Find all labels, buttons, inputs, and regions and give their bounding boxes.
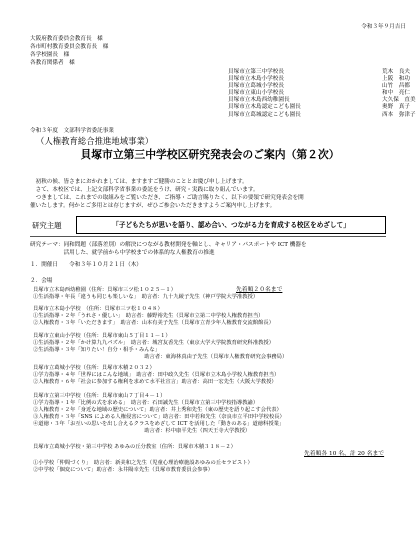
- sender-org: 貝塚市立葛城認定こども園長: [228, 111, 301, 118]
- sender-list: [228, 69, 416, 119]
- sender-name: 上阪 和功: [382, 76, 410, 83]
- body-line: 催いたします。何かとご多用とは存じますが、ぜひご参会いただきますようご案内申し上げます。: [30, 203, 276, 209]
- schedule-date: １．開催日 令和３年１０月２１日（木）: [30, 262, 142, 268]
- venue-line: ②生活指導・３年「知りたい！自分・相手・みんな」: [33, 347, 161, 354]
- venue-line: ④道徳・３年「お互いの思いを出し合えるクラスをめざして ICT を活用した「動きのある」道徳科授業」: [33, 421, 285, 428]
- venue-line: ①小学校「仲間づくり」 助言者：新美和之先生（児童心理治療施設あゆみの丘セラピスト）: [33, 460, 253, 466]
- theme-label: 研究主題: [32, 221, 62, 230]
- research-line: 活用した、就学前から中学校までの体系的な人権教育の推進: [30, 250, 215, 256]
- sender-role: [350, 83, 382, 90]
- sender-name: 山竹 昌都: [382, 83, 410, 90]
- sender-org: 貝塚市立第三中学校長: [228, 69, 284, 75]
- venue-line: ①学力指導・４年「世界にはこんな地域」 助言者：田中政久先生（貝塚市立木島小学校人権教育担当）: [33, 372, 280, 379]
- venue-line: ②人権教育・６年「社会に参加する権利を求めて水平社宣言」助言者：高田一宏先生（大阪大学教授）: [33, 379, 277, 386]
- venue-heading: ２．会場: [30, 278, 53, 284]
- sender-name: 西本 弥津子: [382, 111, 416, 118]
- sender-role: [350, 90, 382, 97]
- sender-role: [350, 112, 382, 119]
- venue-line: 貝塚市立葛城小学校・第三中学校 あゆみの丘分教室（住所：貝塚市木積３１８－２）: [33, 444, 236, 450]
- sender-name: 和中 亮仁: [382, 90, 410, 97]
- venue-block: [33, 393, 285, 436]
- venue-line: ①学力指導・１年「比例の式を求める」 助言者：石田誠先生（貝塚市立第三中学校指導教諭）: [33, 400, 259, 407]
- document-title: 貝塚市立第三中学校区研究発表会のご案内（第２次）: [80, 148, 340, 161]
- sender-org: 貝塚市立木島小学校長: [228, 76, 284, 83]
- venue-line: 貝塚市立第三中学校（住所：貝塚市東山７丁目４－１）: [33, 393, 166, 399]
- venue-line: 貝塚市立葛城小学校（住所：貝塚市木積２０３２）: [33, 365, 155, 371]
- venue-block: [33, 306, 274, 327]
- document-date: 令和３年９月吉日: [361, 24, 406, 30]
- sender-org: 貝塚市立葛城小学校長: [228, 83, 284, 90]
- venue-block: [33, 287, 258, 301]
- sender-role: [350, 76, 382, 83]
- venue-line: ②人権教育・３年「いただきます」 助言者：山本有美子先生（貝塚市立青少年人権教育交流館館長）: [33, 320, 275, 327]
- venue-block: [33, 333, 287, 361]
- venue-block: [33, 365, 279, 386]
- sender-role: [350, 69, 382, 76]
- project-subtitle: （人権教育総合推進地域事業）: [36, 136, 154, 146]
- sender-row: [228, 104, 416, 111]
- venue-line: ①生活指導・２年「うれさ・優しい」 助言者：藤野裕先生（貝塚市立第二中学校人権教育担当）: [33, 313, 264, 320]
- body-line: 初秋の候、皆さまにおかれましては、ますますご健勝のこととお慶び申し上げます。: [30, 179, 248, 185]
- sender-org: 貝塚市立木島認定こども園長: [228, 104, 301, 111]
- sender-name: 大久保 直美: [382, 97, 416, 104]
- sender-org: 貝塚市立木島西幼稚園長: [228, 97, 290, 104]
- venue-line: ②中学校「個変について」助言者：永井陽幸先生（貝塚市教育委員会参事）: [33, 467, 213, 474]
- theme-box: 「子どもたちが思いを語り、認め合い、つながる力を育成する校区をめざして」: [76, 216, 386, 234]
- venue-block: [33, 460, 253, 474]
- venue-line: ①生活指導・年長「違うも同じも楽しいな」 助言者：九十九綾子先生（神戸学院大学准教授）: [33, 294, 259, 301]
- addressee: 各学校園長 様: [30, 52, 70, 58]
- research-theme: [30, 241, 400, 257]
- addressee: 各市町村教育委員会教育長 様: [30, 44, 109, 50]
- divider: [30, 236, 386, 237]
- sender-name: 荒木 良夫: [382, 69, 410, 75]
- venue-line: ③人権教育・３年「SNS によめる人権侵害について」助言者：田中若和先生（奈良市立平田中学校校長）: [33, 414, 285, 421]
- venue-line: ②人権教育・２年「身近な地域の歴史について」助言者：井上秀和先生（東の歴史を語り起こす会代表）: [33, 407, 282, 414]
- body-line: つきましては、これまでの取組みをご覧いただき、ご指導・ご助言賜りたく、以下の要領で研究発表会を開: [30, 195, 304, 201]
- sender-role: [350, 97, 382, 104]
- venue-line: 貝塚市立木島小学校 （住所：貝塚市三ツ松１０４８）: [33, 306, 163, 312]
- addressee: 各教育関係者 様: [30, 60, 75, 66]
- sender-row: [228, 112, 416, 119]
- venue-line: 助言者：杉中康平先生（四天王寺大学教授）: [33, 428, 251, 435]
- sender-name: 奥野 真子: [382, 104, 410, 111]
- venue-line: ①生活指導・２年「かけ算九九パズル」 助言者：城宮友香先生（東京大学大学院教育研究科准教授）: [33, 340, 275, 347]
- body-line: さて、本校区では、上記文部科学省事業の委託をうけ、研究・実践に取り組んでいます。: [30, 187, 259, 193]
- addressee: 大阪府教育委員会教育長 様: [30, 36, 103, 42]
- sender-org: 貝塚市立東山小学校長: [228, 90, 284, 97]
- research-line: 研究テーマ：同和問題（部落差別）の解決につながる教材開発を軸とし、キャリア・パスポートや ICT 機器を: [30, 242, 307, 248]
- venue-line: 貝塚市立東山小学校（住所：貝塚市東山５丁目１１－１）: [33, 333, 171, 339]
- venue-block: [33, 444, 236, 451]
- venue-line: 貝塚市立木島西幼稚園（住所：貝塚市三ツ松１０２５－１）: [33, 287, 177, 293]
- sender-role: [350, 104, 382, 111]
- venue-line: 助言者：東海林真由子先生（貝塚市人権教育研究会事務局）: [33, 354, 288, 361]
- capacity-note: 先着順２０名まで: [236, 287, 283, 293]
- capacity-note: 先着順各 10 名、計 20 名まで: [304, 451, 385, 457]
- body-text: [30, 178, 398, 210]
- project-name: 令和３年度 文部科学省委託事業: [30, 128, 114, 134]
